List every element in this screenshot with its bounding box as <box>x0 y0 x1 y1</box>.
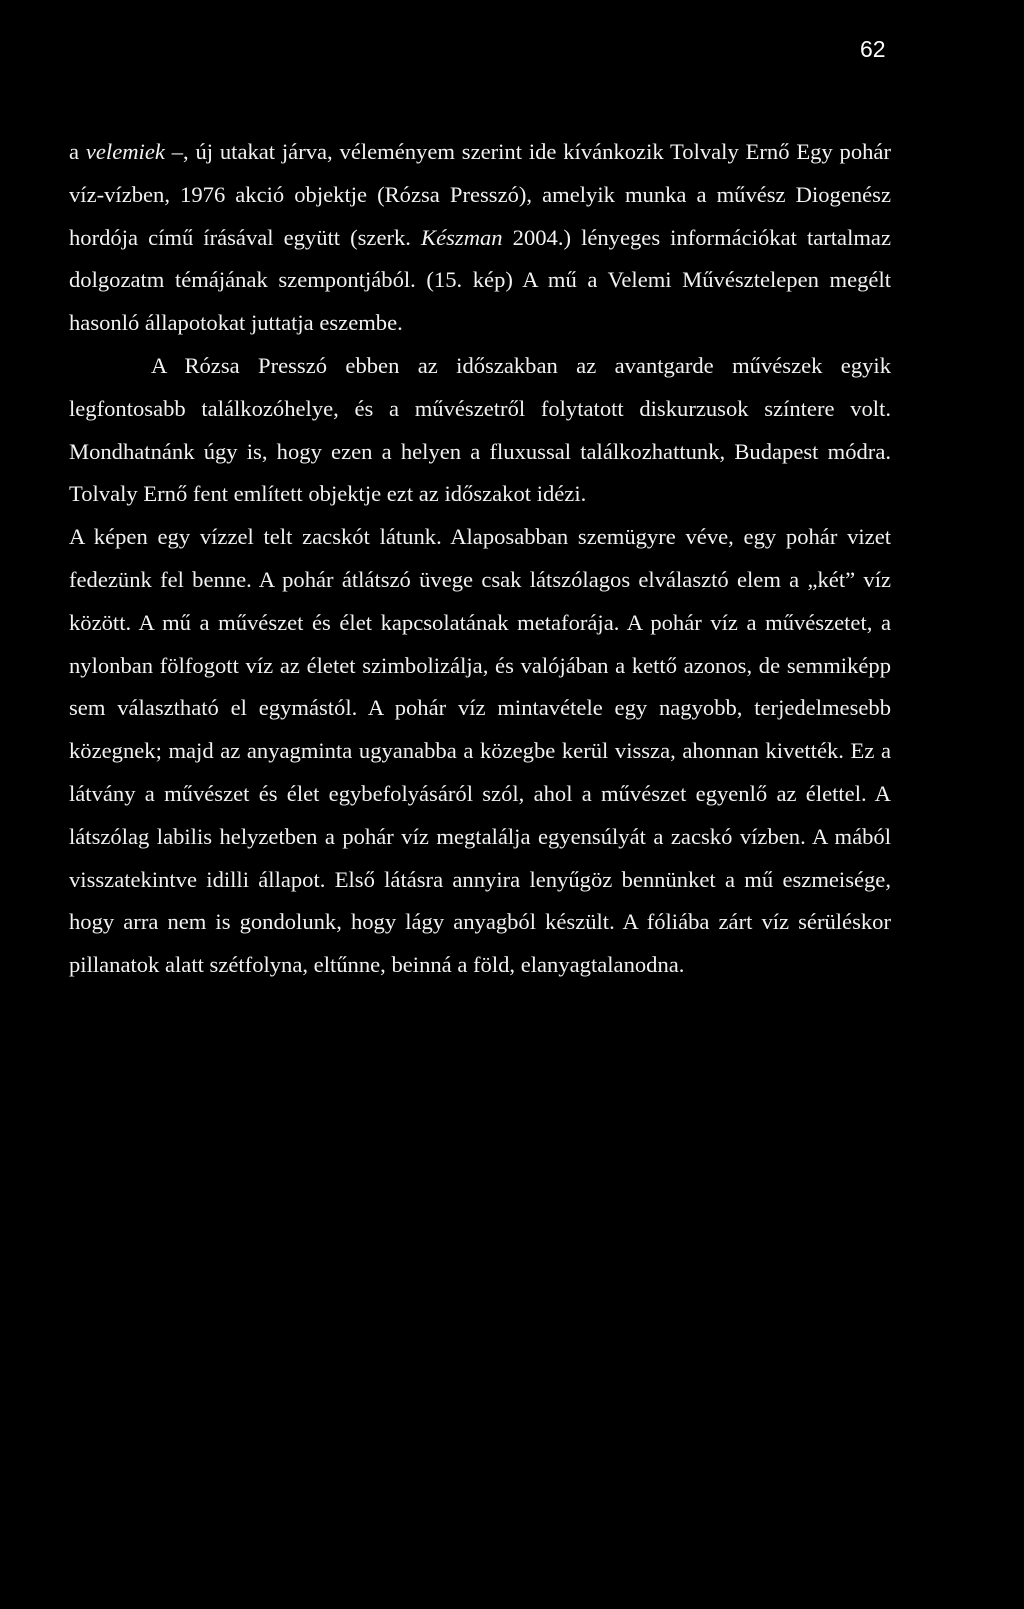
paragraph-3: A képen egy vízzel telt zacskót látunk. Alaposabban szemügyre véve, egy pohár vizet fedezünk fel benne. A pohár átlátszó üvege csak látszólagos elválasztó elem a „két” víz között. A mű a művészet és élet kapcsolatának metaforája. A pohár víz a művészetet, a nylonban fölfogott víz az életet szimbolizálja, és valójában a kettő azonos, de semmiképp sem választható el egymástól. A pohár víz mintavétele egy nagyobb, terjedelmesebb közegnek; majd az anyagminta ugyanabba a közegbe kerül vissza, ahonnan kivették. Ez a látvány a művészet és élet egybefolyásáról szól, ahol a művészet egyenlő az élettel. A látszólag labilis helyzetben a pohár víz megtalálja egyensúlyát a zacskó vízben. A mából visszatekintve idilli állapot. Első látásra annyira lenyűgöz bennünket a mű eszmeisége, hogy arra nem is gondolunk, hogy lágy anyagból készült. A fóliába zárt víz sérüléskor pillanatok alatt szétfolyna, eltűnne, beinná a föld, elanyagtalanodna. <box>69 524 891 978</box>
paragraph-1-part-1: a <box>69 139 86 164</box>
paragraph-2: A Rózsa Presszó ebben az időszakban az avantgarde művészek egyik legfontosabb találkozóhelye, és a művészetről folytatott diskurzusok színtere volt. Mondhatnánk úgy is, hogy ezen a helyen a fluxussal találkozhattunk, Budapest módra. Tolvaly Ernő fent említett objektje ezt az időszakot idézi. <box>69 352 891 507</box>
paragraph-1-part-2: –, új utakat járva, véleményem szerint ide kívánkozik Tolvaly Ernő Egy pohár víz-vízben, 1976 akció objektje (Rózsa Presszó), amelyik munka a művész Diogenész hordója című írásával együtt (szerk. <box>69 139 891 250</box>
paragraph-1-part-3: 2004.) lényeges információkat tartalmaz dolgozatm témájának szempontjából. (15. kép) A mű a Velemi Művésztelepen megélt hasonló állapotokat juttatja eszembe. <box>69 224 891 336</box>
page-number: 62 <box>860 36 886 62</box>
paragraph-1-italic-2: Készman <box>421 224 503 250</box>
paragraph-1-italic-1: velemiek <box>85 139 165 164</box>
paragraph-1 <box>69 131 891 345</box>
body-text <box>69 131 891 987</box>
